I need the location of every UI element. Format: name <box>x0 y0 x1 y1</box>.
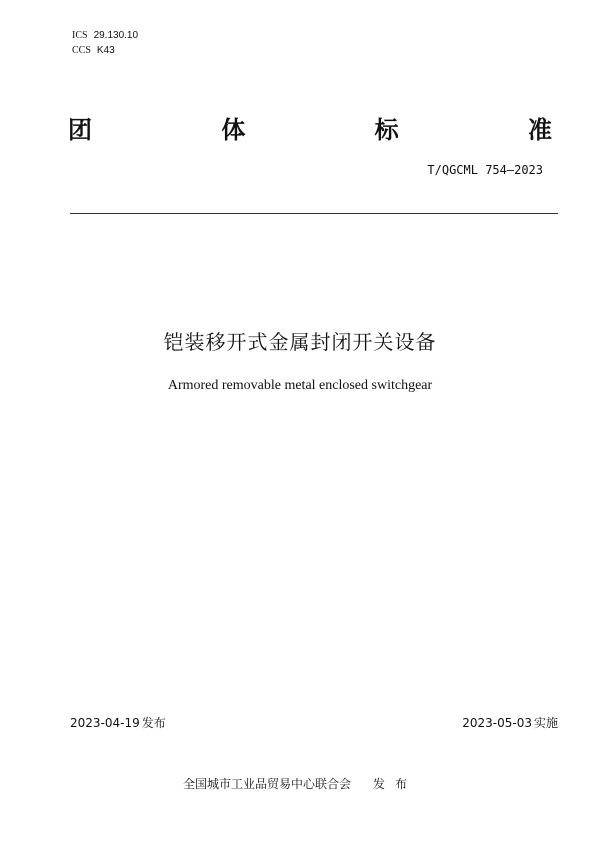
standard-type-char-1: 团 <box>68 116 92 144</box>
ics-value: 29.130.10 <box>93 30 139 41</box>
implementation-date-line <box>462 715 558 731</box>
standard-type-char-4: 准 <box>527 116 552 144</box>
document-title-chinese: 铠装移开式金属封闭开关设备 <box>163 330 437 354</box>
issue-date-line <box>70 715 166 731</box>
header-divider <box>70 213 558 214</box>
ccs-code-line <box>72 45 115 57</box>
ccs-value: K43 <box>96 45 115 56</box>
standard-type-char-3: 标 <box>374 116 399 144</box>
issue-date-value: 2023-04-19 <box>70 716 140 730</box>
publisher-action: 发布 <box>373 777 418 791</box>
ccs-label: CCS <box>72 45 91 56</box>
standard-type-heading <box>68 116 552 144</box>
document-title-english: Armored removable metal enclosed switchgear <box>167 378 433 393</box>
standard-type-char-2: 体 <box>221 116 246 144</box>
publisher-name: 全国城市工业品贸易中心联合会 <box>182 777 351 791</box>
issue-date-label: 发布 <box>141 716 166 730</box>
standard-number: T/QGCML 754—2023 <box>427 163 543 177</box>
implementation-date-label: 实施 <box>533 716 558 730</box>
ics-code-line <box>72 30 138 42</box>
publisher-line <box>0 776 600 792</box>
implementation-date-value: 2023-05-03 <box>462 716 532 730</box>
ics-label: ICS <box>72 30 88 41</box>
